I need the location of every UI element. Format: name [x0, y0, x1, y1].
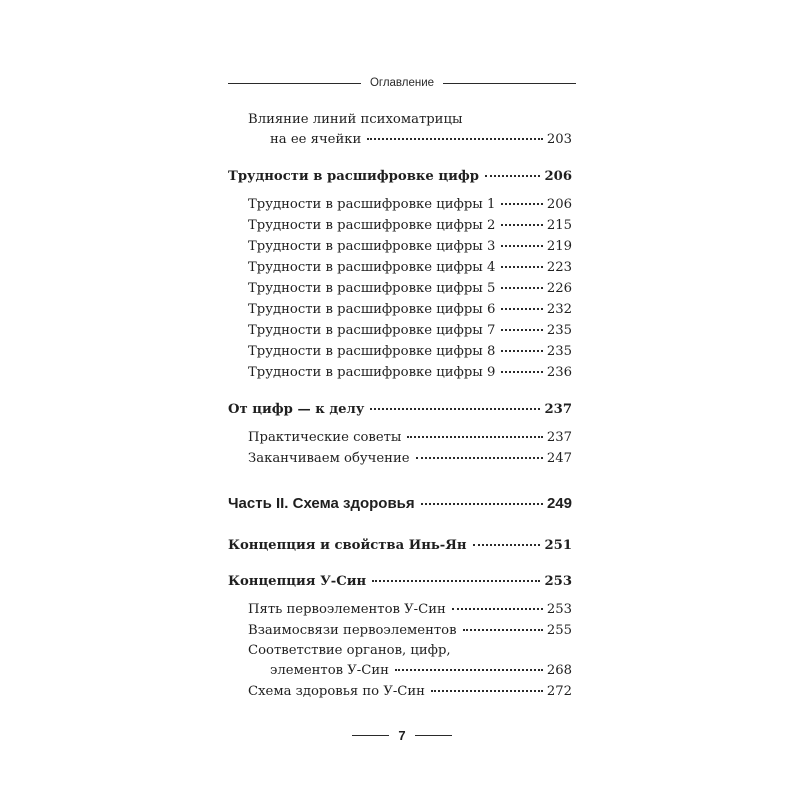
toc-entry-page: 249	[546, 495, 572, 512]
leader-dots	[501, 266, 542, 268]
toc-entry[interactable]	[248, 196, 572, 213]
toc-entry-label: Трудности в расшифровке цифр	[228, 169, 480, 184]
leader-dots	[501, 308, 542, 310]
leader-dots	[395, 669, 543, 671]
toc-entry-page: 237	[544, 402, 572, 417]
toc-entry-page: 251	[544, 538, 572, 553]
header-rule-right	[443, 83, 576, 84]
leader-dots	[501, 371, 542, 373]
toc-chapter-entry[interactable]	[228, 573, 572, 590]
leader-dots	[370, 408, 540, 410]
leader-dots	[501, 245, 542, 247]
toc-entry-page: 219	[546, 239, 572, 254]
toc-entry-page: 268	[546, 663, 572, 678]
toc-entry-label: Трудности в расшифровке цифры 3	[248, 239, 496, 254]
toc-entry[interactable]	[248, 364, 572, 381]
header-rule-left	[228, 83, 361, 84]
toc-entry-label: Практические советы	[248, 430, 402, 445]
toc-entry-label: Трудности в расшифровке цифры 2	[248, 218, 496, 233]
leader-dots	[501, 329, 542, 331]
footer-rule-right	[415, 735, 452, 736]
footer-rule-left	[352, 735, 389, 736]
toc-entry-line1: Влияние линий психоматрицы	[248, 112, 463, 127]
toc-entry[interactable]	[248, 450, 572, 467]
toc-entry[interactable]	[270, 662, 572, 679]
toc-entry-page: 206	[546, 197, 572, 212]
toc-entry[interactable]	[248, 301, 572, 318]
leader-dots	[501, 350, 542, 352]
leader-dots	[501, 203, 542, 205]
toc-entry-label: Концепция и свойства Инь-Ян	[228, 538, 467, 553]
toc-entry-label: элементов У-Син	[270, 663, 389, 678]
leader-dots	[452, 608, 543, 610]
toc-entry-label: Часть II. Схема здоровья	[228, 495, 415, 512]
leader-dots	[473, 544, 541, 546]
toc-entry-page: 203	[546, 132, 572, 147]
toc-entry-page: 235	[546, 344, 572, 359]
toc-entry-label: Заканчиваем обучение	[248, 451, 410, 466]
toc-entry-page: 253	[546, 602, 572, 617]
toc-entry[interactable]	[270, 131, 572, 148]
toc-entry-page: 253	[544, 574, 572, 589]
toc-entry[interactable]	[248, 683, 572, 700]
toc-entry-page: 255	[546, 623, 572, 638]
toc-chapter-entry[interactable]	[228, 401, 572, 418]
toc-entry-page: 232	[546, 302, 572, 317]
leader-dots	[421, 503, 543, 505]
toc-entry[interactable]	[248, 322, 572, 339]
toc-entry-page: 237	[546, 430, 572, 445]
toc-entry-label: Трудности в расшифровке цифры 4	[248, 260, 496, 275]
leader-dots	[431, 690, 543, 692]
leader-dots	[463, 629, 543, 631]
toc-entry-page: 272	[546, 684, 572, 699]
toc-entry[interactable]	[248, 238, 572, 255]
leader-dots	[367, 138, 543, 140]
toc-entry-label: Концепция У-Син	[228, 574, 367, 589]
toc-part-entry[interactable]	[228, 495, 572, 512]
running-header	[228, 75, 576, 91]
toc-entry-label: на ее ячейки	[270, 132, 362, 147]
toc-entry-label: Трудности в расшифровке цифры 8	[248, 344, 496, 359]
toc-chapter-entry[interactable]	[228, 537, 572, 554]
toc-entry[interactable]	[248, 429, 572, 446]
toc-entry-line1: Соответствие органов, цифр,	[248, 643, 451, 658]
toc-entry[interactable]	[248, 622, 572, 639]
toc-entry-page: 215	[546, 218, 572, 233]
toc-entry-label: От цифр — к делу	[228, 402, 365, 417]
toc-entry-label: Пять первоэлементов У-Син	[248, 602, 446, 617]
toc-entry-label: Трудности в расшифровке цифры 6	[248, 302, 496, 317]
page-footer	[352, 727, 452, 743]
toc-entry-label: Взаимосвязи первоэлементов	[248, 623, 457, 638]
leader-dots	[485, 175, 540, 177]
toc-entry[interactable]	[248, 280, 572, 297]
toc-entry-label: Схема здоровья по У-Син	[248, 684, 425, 699]
header-title: Оглавление	[369, 77, 435, 89]
toc-entry[interactable]	[248, 259, 572, 276]
toc-entry-label: Трудности в расшифровке цифры 5	[248, 281, 496, 296]
leader-dots	[416, 457, 543, 459]
toc-chapter-entry[interactable]	[228, 168, 572, 185]
toc-entry-label: Трудности в расшифровке цифры 9	[248, 365, 496, 380]
toc-entry-label: Трудности в расшифровке цифры 7	[248, 323, 496, 338]
leader-dots	[501, 287, 542, 289]
toc-entry-page: 236	[546, 365, 572, 380]
leader-dots	[372, 580, 540, 582]
toc-entry-page: 226	[546, 281, 572, 296]
leader-dots	[501, 224, 542, 226]
toc-entry[interactable]	[248, 601, 572, 618]
toc-entry-page: 206	[544, 169, 572, 184]
toc-entry-page: 223	[546, 260, 572, 275]
toc-entry[interactable]	[248, 217, 572, 234]
toc-entry-label: Трудности в расшифровке цифры 1	[248, 197, 496, 212]
page-number: 7	[398, 727, 406, 743]
toc-entry-page: 247	[546, 451, 572, 466]
leader-dots	[407, 436, 542, 438]
toc-entry-page: 235	[546, 323, 572, 338]
toc-entry[interactable]	[248, 343, 572, 360]
